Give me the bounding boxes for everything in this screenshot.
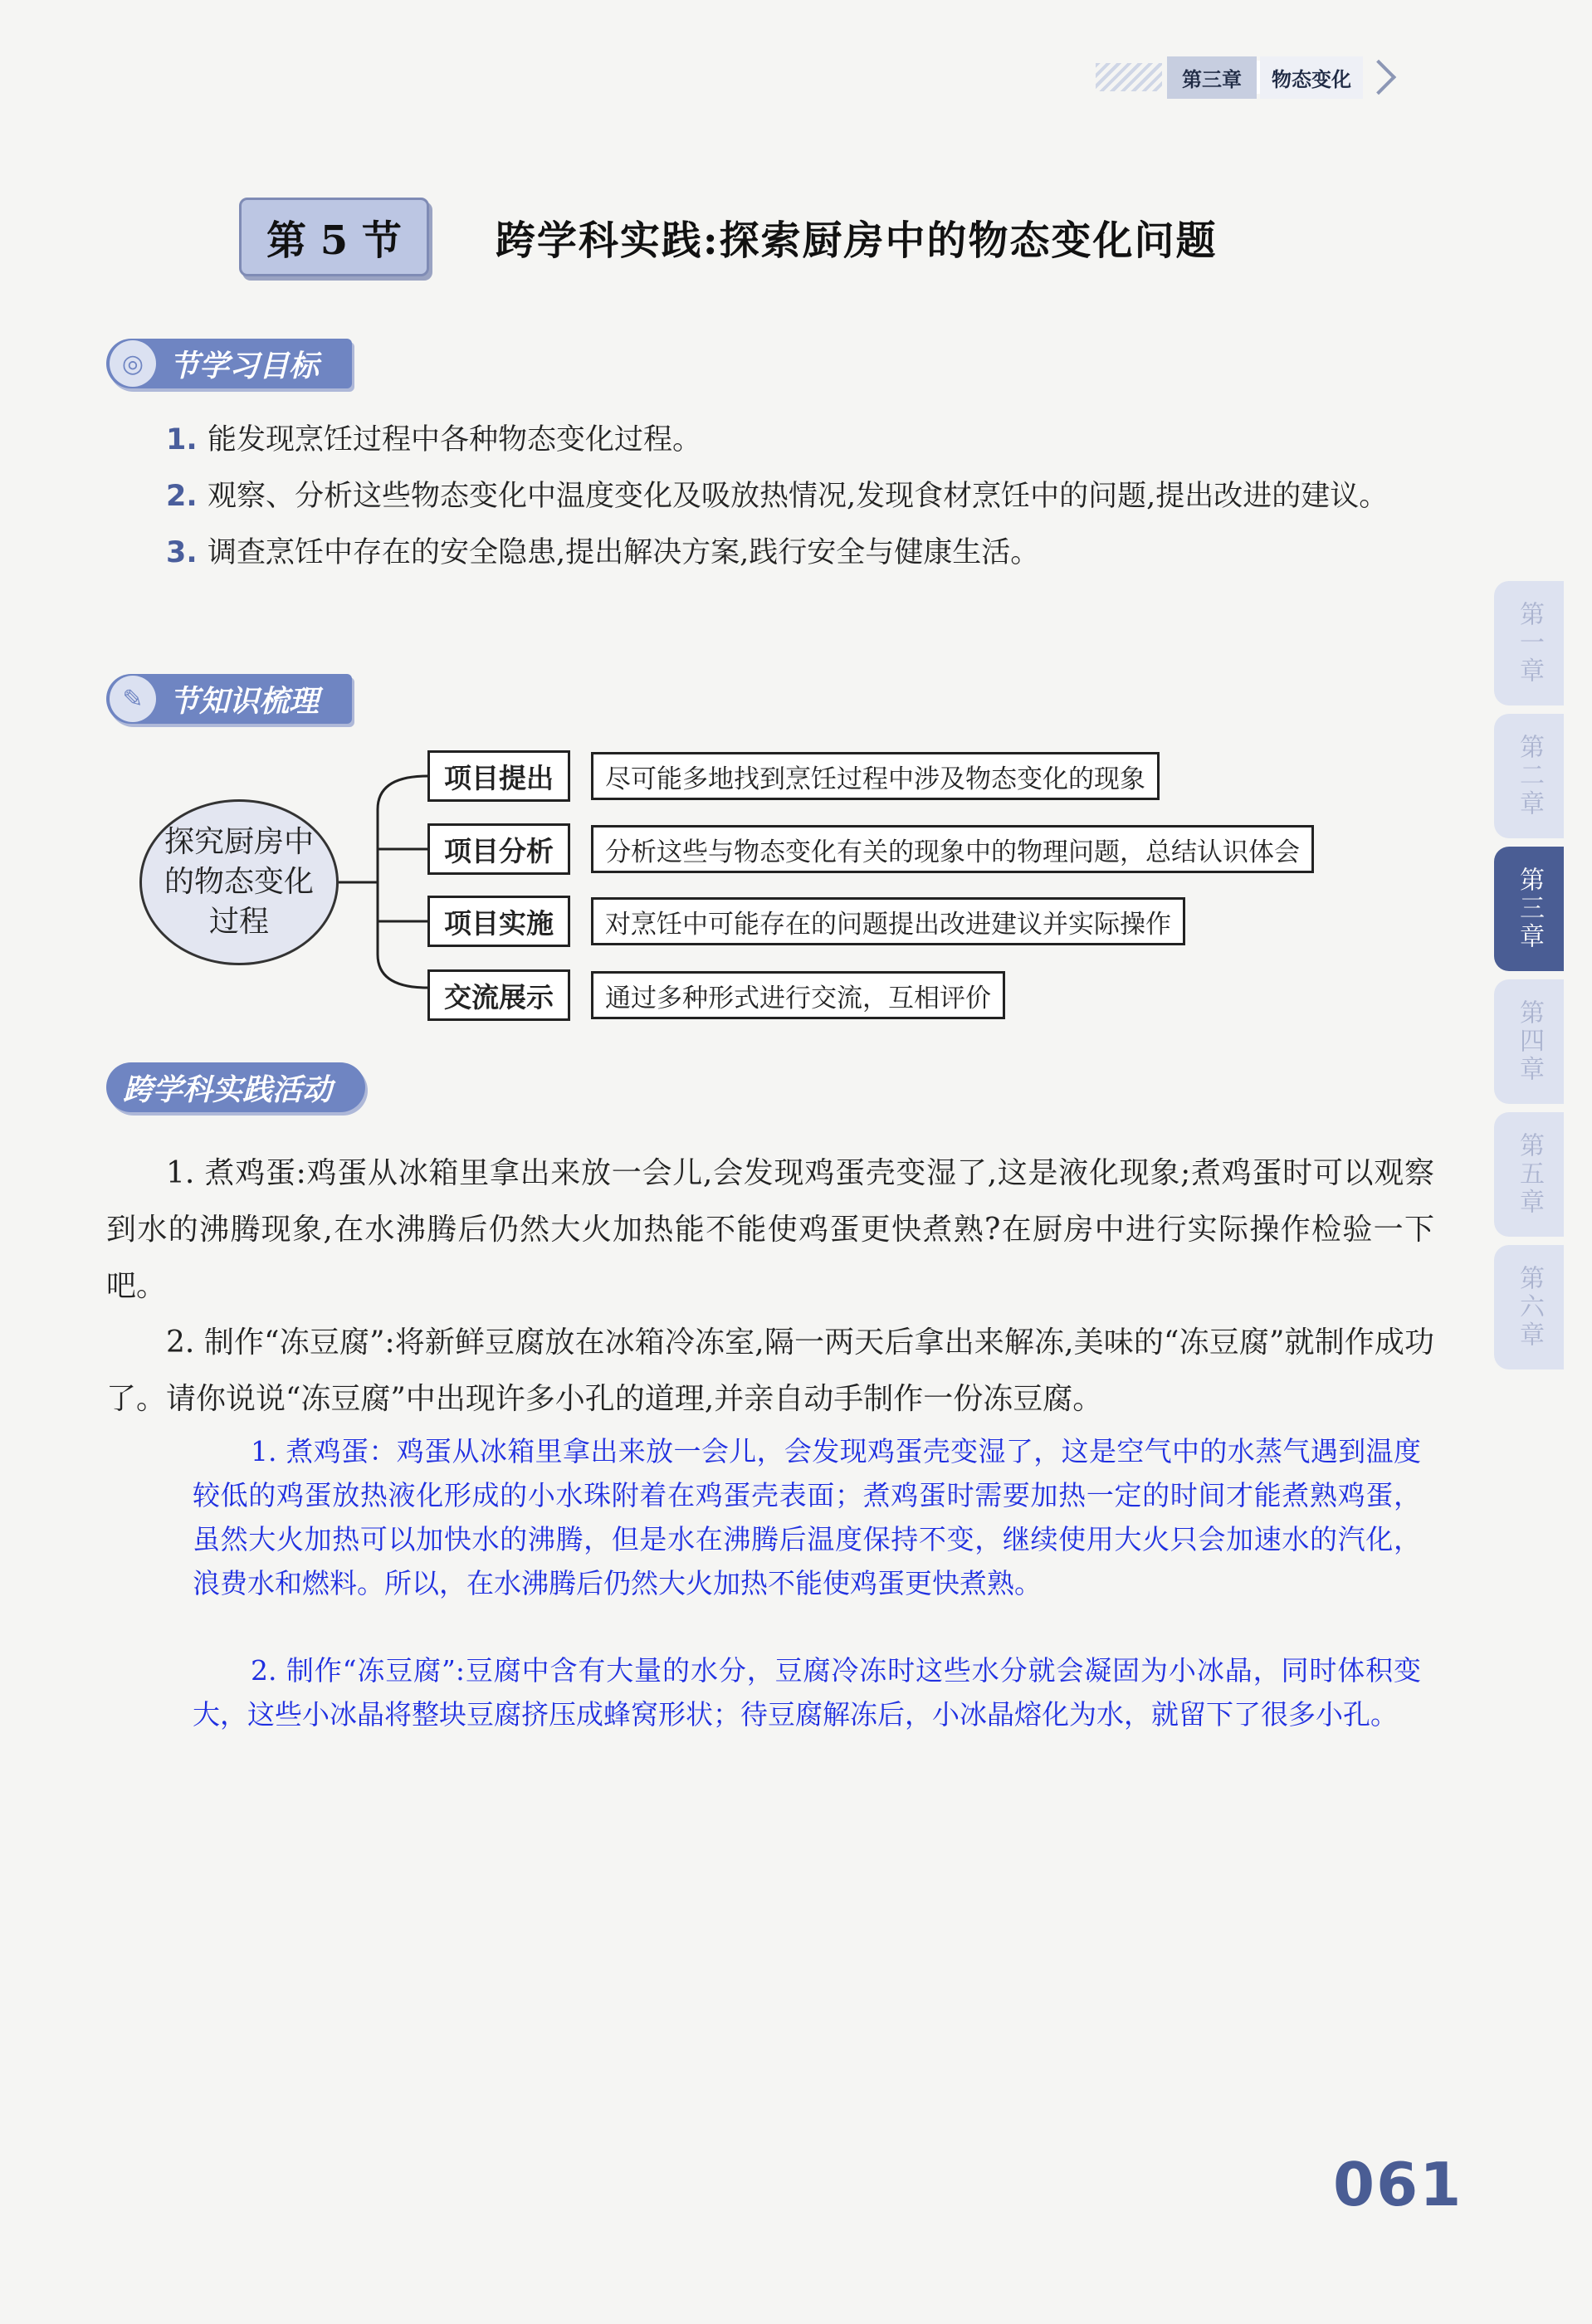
activity-text bbox=[106, 1145, 1434, 1428]
header-chapter: 第三章 bbox=[1167, 56, 1257, 99]
activity-label: 跨学科实践活动 bbox=[106, 1062, 365, 1112]
tab-chapter-2[interactable]: 第二章 bbox=[1494, 714, 1564, 838]
goal-item: 3. 调查烹饪中存在的安全隐患,提出解决方案,践行安全与健康生活。 bbox=[166, 536, 1040, 569]
notebook-icon: ✎ bbox=[110, 676, 156, 722]
goal-item: 2. 观察、分析这些物态变化中温度变化及吸放热情况,发现食材烹饪中的问题,提出改进的建议。 bbox=[166, 480, 1389, 513]
tab-chapter-3[interactable]: 第三章 bbox=[1494, 847, 1564, 971]
tab-chapter-5[interactable]: 第五章 bbox=[1494, 1112, 1564, 1237]
chapter-header bbox=[1096, 55, 1391, 100]
mindmap-desc: 对烹饪中可能存在的问题提出改进建议并实际操作 bbox=[591, 897, 1185, 945]
mindmap-connectors bbox=[332, 747, 440, 1013]
tab-chapter-1[interactable]: 第一章 bbox=[1494, 581, 1564, 706]
goals-label: ◎ 节学习目标 bbox=[106, 339, 352, 388]
mindmap-node: 项目提出 bbox=[427, 750, 570, 802]
activity-paragraph: 2. 制作“冻豆腐”:将新鲜豆腐放在冰箱冷冻室,隔一两天后拿出来解冻,美味的“冻豆腐”就制作成功了。请你说说“冻豆腐”中出现许多小孔的道理,并亲自动手制作一份冻豆腐。 bbox=[106, 1326, 1434, 1416]
answer-paragraph: 1. 煮鸡蛋：鸡蛋从冰箱里拿出来放一会儿，会发现鸡蛋壳变湿了，这是空气中的水蒸气遇到温度较低的鸡蛋放热液化形成的小水珠附着在鸡蛋壳表面；煮鸡蛋时需要加热一定的时间才能煮熟鸡蛋，虽然大火加热可以加快水的沸腾，但是水在沸腾后温度保持不变，继续使用大火只会加速水的汽化，浪费水和燃料。所以，在水沸腾后仍然大火加热不能使鸡蛋更快煮熟。 bbox=[193, 1435, 1421, 1599]
goal-item: 1. 能发现烹饪过程中各种物态变化过程。 bbox=[166, 423, 702, 456]
page-number: 061 bbox=[1333, 2150, 1463, 2219]
tab-chapter-6[interactable]: 第六章 bbox=[1494, 1245, 1564, 1370]
chapter-tabs bbox=[1494, 581, 1564, 1378]
header-topic: 物态变化 bbox=[1260, 56, 1363, 99]
mindmap-desc: 分析这些与物态变化有关的现象中的物理问题，总结认识体会 bbox=[591, 825, 1314, 873]
mindmap-node: 项目分析 bbox=[427, 823, 570, 875]
tab-chapter-4[interactable]: 第四章 bbox=[1494, 979, 1564, 1104]
handwritten-answers bbox=[193, 1429, 1421, 1780]
answer-paragraph: 2. 制作“冻豆腐”:豆腐中含有大量的水分，豆腐冷冻时这些水分就会凝固为小冰晶，同时体积变大，这些小冰晶将整块豆腐挤压成蜂窝形状；待豆腐解冻后，小冰晶熔化为水，就留下了很多小孔。 bbox=[193, 1654, 1421, 1731]
goals-list bbox=[166, 412, 1444, 581]
chevron-right-icon bbox=[1361, 60, 1396, 95]
section-name: 跨学科实践:探索厨房中的物态变化问题 bbox=[495, 217, 1218, 264]
section-title bbox=[239, 198, 1218, 276]
mindmap-node: 交流展示 bbox=[427, 969, 570, 1021]
header-stripes bbox=[1096, 63, 1162, 91]
section-badge: 第 5 节 bbox=[239, 198, 429, 276]
mindmap-desc: 通过多种形式进行交流，互相评价 bbox=[591, 971, 1005, 1019]
mindmap-center: 探究厨房中的物态变化过程 bbox=[139, 799, 339, 965]
activity-paragraph: 1. 煮鸡蛋:鸡蛋从冰箱里拿出来放一会儿,会发现鸡蛋壳变湿了,这是液化现象;煮鸡蛋时可以观察到水的沸腾现象,在水沸腾后仍然大火加热能不能使鸡蛋更快煮熟?在厨房中进行实际操作检验一下吧。 bbox=[106, 1156, 1434, 1303]
mindmap-node: 项目实施 bbox=[427, 896, 570, 947]
mindmap-desc: 尽可能多地找到烹饪过程中涉及物态变化的现象 bbox=[591, 752, 1160, 800]
target-icon: ◎ bbox=[110, 340, 156, 387]
knowledge-label: ✎ 节知识梳理 bbox=[106, 674, 352, 724]
